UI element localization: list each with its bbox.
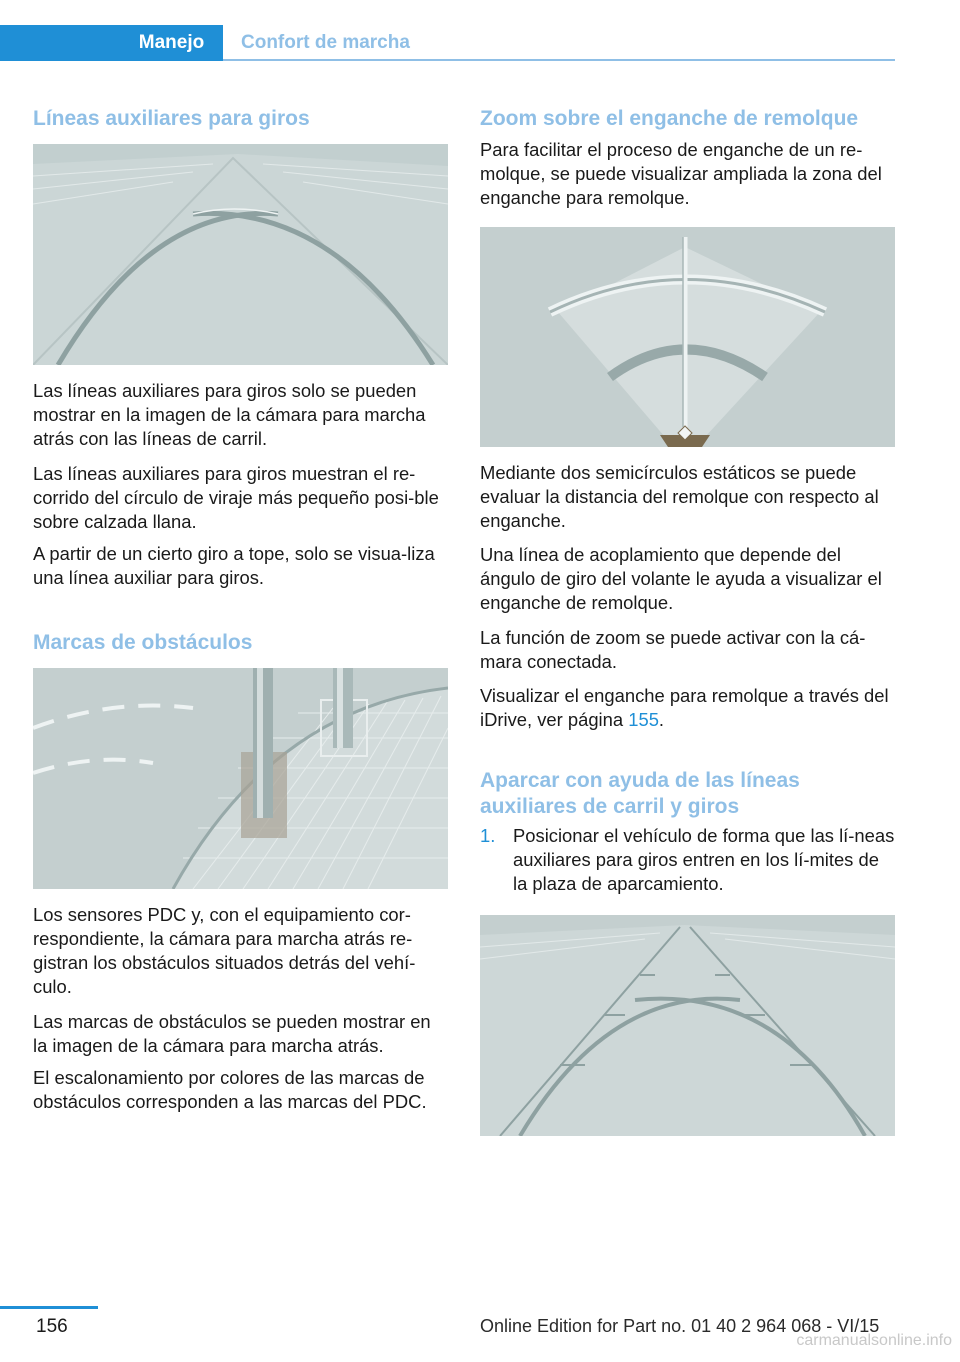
tab-underline [223,59,895,61]
paragraph: Los sensores PDC y, con el equipamiento cor‐respondiente, la cámara para marcha atrás re‐gistran los obstáculos situados detrás del vehí‐culo. [33,904,416,997]
heading-marcas-obstaculos: Marcas de obstáculos [33,631,253,654]
heading-aparcar-lineas: Aparcar con ayuda de las líneas auxiliares de carril y giros [480,769,800,818]
paragraph: A partir de un cierto giro a tope, solo se visua‐liza una línea auxiliar para giros. [33,543,435,588]
paragraph: Mediante dos semicírculos estáticos se puede evaluar la distancia del remolque con respecto al enganche. [480,462,879,531]
text: Visualizar el enganche para remolque a través del iDrive, ver página [480,685,889,730]
tab-manejo[interactable]: Manejo [120,25,223,61]
text: . [658,709,665,730]
paragraph: Las marcas de obstáculos se pueden mostrar en la imagen de la cámara para marcha atrás. [33,1011,431,1056]
step-text: Posicionar el vehículo de forma que las lí‐neas auxiliares para giros entren en los lí‐mites de la plaza de aparcamiento. [513,825,895,894]
figure-obstacle-markers [33,668,448,889]
paragraph: Una línea de acoplamiento que depende del ángulo de giro del volante le ayuda a visualizar el enganche de remolque. [480,544,882,613]
figure-parking-guide-lines [480,915,895,1136]
tab-accent-bar [0,25,120,61]
page-link-155[interactable]: 155 [628,709,659,730]
heading-lineas-auxiliares: Líneas auxiliares para giros [33,107,310,130]
figure-trailer-hitch-zoom [480,227,895,447]
paragraph: Las líneas auxiliares para giros muestran el re‐corrido del círculo de viraje más pequeño posi‐ble sobre calzada llana. [33,463,439,532]
step-number: 1. [480,825,496,846]
paragraph-idrive-reference [480,684,895,732]
footer-rule [0,1306,98,1309]
header-tabs [0,0,895,62]
paragraph: La función de zoom se puede activar con la cá‐mara conectada. [480,627,866,672]
paragraph: Para facilitar el proceso de enganche de un re‐molque, se puede visualizar ampliada la zona del enganche para remolque. [480,139,882,208]
paragraph: Las líneas auxiliares para giros solo se pueden mostrar en la imagen de la cámara para marcha atrás con las líneas de carril. [33,380,426,449]
figure-turn-guide-lines [33,144,448,365]
page-number: 156 [36,1316,68,1337]
footer-edition-note: Online Edition for Part no. 01 40 2 964 068 - VI/15 [480,1316,880,1336]
heading-zoom-enganche: Zoom sobre el enganche de remolque [480,107,859,130]
tab-confort-de-marcha[interactable]: Confort de marcha [241,32,410,53]
paragraph: El escalonamiento por colores de las marcas de obstáculos corresponden a las marcas del PDC. [33,1067,427,1112]
watermark: carmanualsonline.info [796,1332,952,1349]
